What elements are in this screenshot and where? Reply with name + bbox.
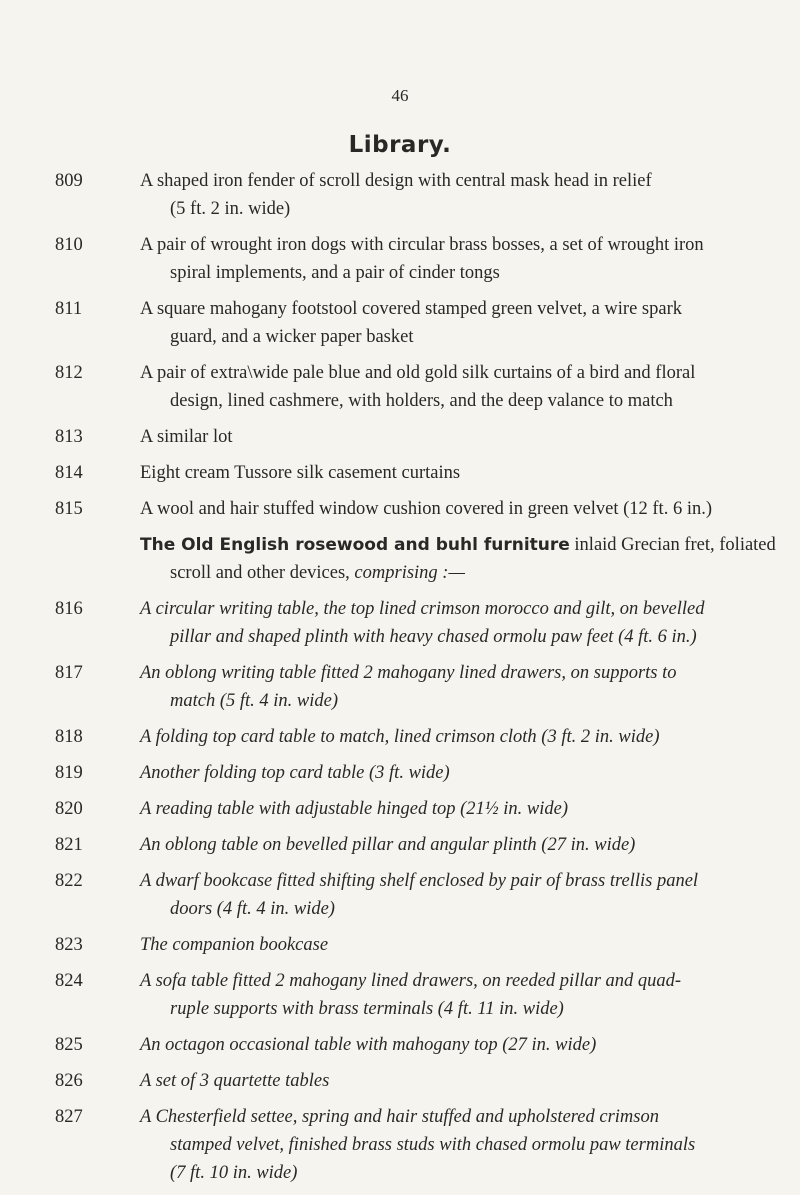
lot-description [140,459,785,487]
lot-list [0,167,800,1195]
lot-number: 823 [55,935,83,955]
group-heading [140,531,785,587]
lot-description-line: A pair of extra\wide pale blue and old gold silk curtains of a bird and floral [140,363,696,383]
lot-row [0,1031,800,1059]
lot-row [0,167,800,223]
lot-row [0,967,800,1023]
lot-description-line: A similar lot [140,427,233,447]
lot-description [140,595,785,651]
spacer [0,415,800,423]
lot-description-line: match (5 ft. 4 in. wide) [170,691,339,711]
group-heading-line2-text: scroll and other devices, [170,563,355,583]
spacer [0,287,800,295]
section-heading: Library. [348,132,452,158]
spacer [0,787,800,795]
lot-description-line: A wool and hair stuffed window cushion covered in green velvet (12 ft. 6 in.) [140,499,712,519]
lot-number: 815 [55,499,83,519]
lot-description-line: pillar and shaped plinth with heavy chased ormolu paw feet (4 ft. 6 in.) [170,627,697,647]
lot-description-line: A reading table with adjustable hinged top (21½ in. wide) [140,799,569,819]
lot-description [140,359,785,415]
lot-number: 811 [55,299,83,319]
lot-description [140,795,785,823]
lot-description-line: guard, and a wicker paper basket [170,327,414,347]
lot-number: 822 [55,871,83,891]
group-heading-line2 [140,559,785,587]
lot-number: 819 [55,763,83,783]
lot-number: 814 [55,463,83,483]
lot-description [140,831,785,859]
lot-description [140,295,785,351]
spacer [0,859,800,867]
lot-row [0,423,800,451]
spacer [0,523,800,531]
lot-description-line: doors (4 ft. 4 in. wide) [170,899,335,919]
lot-row [0,231,800,287]
lot-description-line: spiral implements, and a pair of cinder tongs [170,263,500,283]
spacer [0,351,800,359]
lot-description-line: Eight cream Tussore silk casement curtains [140,463,461,483]
spacer [0,959,800,967]
lot-description [140,931,785,959]
lot-row [0,659,800,715]
lot-description [140,167,785,223]
lot-number: 820 [55,799,83,819]
spacer [0,487,800,495]
spacer [0,1023,800,1031]
lot-row [0,359,800,415]
spacer [0,451,800,459]
group-heading-bold: The Old English rosewood and buhl furniture [140,535,570,555]
lot-row [0,759,800,787]
spacer [0,651,800,659]
lot-description-line: A square mahogany footstool covered stamped green velvet, a wire spark [140,299,682,319]
lot-description-line: A dwarf bookcase fitted shifting shelf enclosed by pair of brass trellis panel [140,871,699,891]
lot-row [0,595,800,651]
lot-row [0,723,800,751]
spacer [0,751,800,759]
lot-description [140,1067,785,1095]
lot-number: 825 [55,1035,83,1055]
lot-description-line: An oblong writing table fitted 2 mahogany lined drawers, on supports to [140,663,677,683]
lot-description [140,1031,785,1059]
lot-row [0,1067,800,1095]
lot-description-line: A folding top card table to match, lined crimson cloth (3 ft. 2 in. wide) [140,727,660,747]
lot-number: 827 [55,1107,83,1127]
lot-row [0,795,800,823]
lot-description [140,659,785,715]
spacer [0,923,800,931]
spacer [0,823,800,831]
lot-description [140,723,785,751]
lot-row [0,495,800,523]
spacer [0,587,800,595]
lot-description-line: stamped velvet, finished brass studs with chased ormolu paw terminals [170,1135,696,1155]
lot-row [0,831,800,859]
lot-description [140,495,785,523]
lot-description [140,423,785,451]
lot-description-line: A shaped iron fender of scroll design with central mask head in relief [140,171,652,191]
lot-description-line: (7 ft. 10 in. wide) [170,1163,298,1183]
lot-description-line: design, lined cashmere, with holders, and the deep valance to match [170,391,673,411]
lot-description-line: An oblong table on bevelled pillar and angular plinth (27 in. wide) [140,835,636,855]
lot-number: 813 [55,427,83,447]
lot-number: 824 [55,971,83,991]
spacer [0,223,800,231]
lot-number: 818 [55,727,83,747]
lot-row [0,931,800,959]
lot-description-line: A pair of wrought iron dogs with circular brass bosses, a set of wrought iron [140,235,704,255]
lot-row [0,1103,800,1187]
spacer [0,1059,800,1067]
lot-description [140,759,785,787]
lot-description [140,967,785,1023]
lot-number: 810 [55,235,83,255]
lot-description [140,1103,785,1187]
lot-description [140,867,785,923]
lot-description-line: (5 ft. 2 in. wide) [170,199,291,219]
lot-number: 816 [55,599,83,619]
lot-number: 812 [55,363,83,383]
lot-number: 817 [55,663,83,683]
lot-row [0,867,800,923]
lot-description-line: ruple supports with brass terminals (4 ft. 11 in. wide) [170,999,564,1019]
lot-number: 821 [55,835,83,855]
lot-description-line: A set of 3 quartette tables [140,1071,330,1091]
lot-description-line: A Chesterfield settee, spring and hair stuffed and upholstered crimson [140,1107,659,1127]
lot-number: 826 [55,1071,83,1091]
lot-description-line: The companion bookcase [140,935,329,955]
lot-description [140,231,785,287]
lot-row [0,459,800,487]
spacer [0,1095,800,1103]
lot-description-line: An octagon occasional table with mahogany top (27 in. wide) [140,1035,597,1055]
lot-row [0,295,800,351]
lot-description-line: A sofa table fitted 2 mahogany lined drawers, on reeded pillar and quad- [140,971,682,991]
lot-description-line: A circular writing table, the top lined crimson morocco and gilt, on bevelled [140,599,705,619]
group-heading-rest: inlaid Grecian fret, foliated [569,535,776,555]
spacer [0,1187,800,1195]
lot-number: 809 [55,171,83,191]
group-heading-comprising: comprising :— [354,563,465,583]
spacer [0,715,800,723]
page-number: 46 [391,86,409,105]
lot-description-line: Another folding top card table (3 ft. wide) [140,763,450,783]
